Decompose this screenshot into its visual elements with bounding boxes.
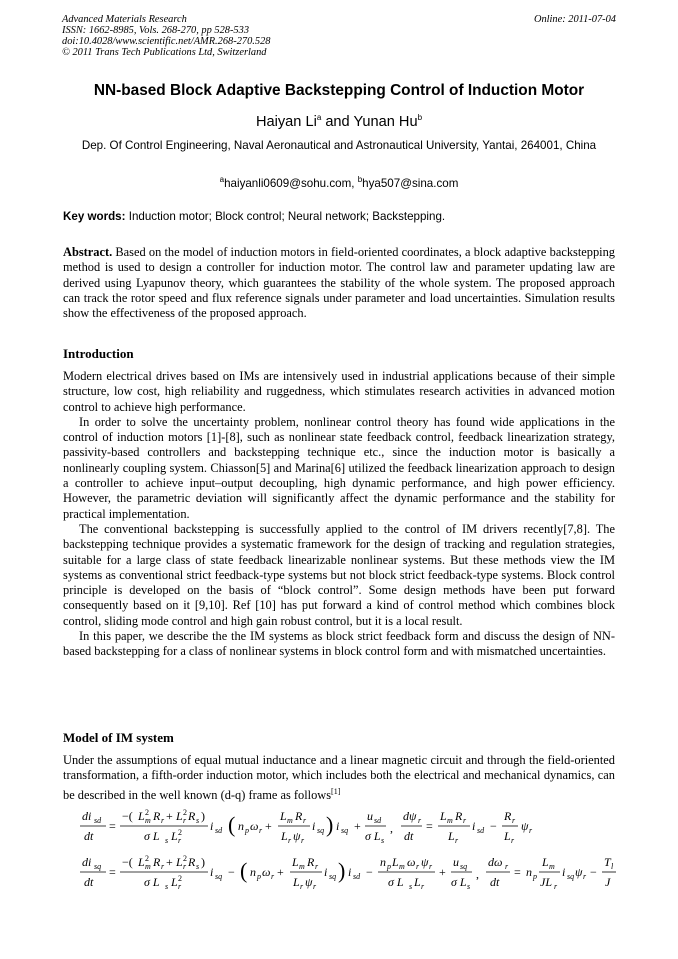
- copyright-line: © 2011 Trans Tech Publications Ltd, Switzerland: [62, 47, 267, 58]
- svg-text:L: L: [171, 829, 178, 843]
- svg-text:−: −: [366, 865, 373, 879]
- svg-text:L: L: [138, 855, 145, 869]
- svg-text:i: i: [562, 865, 566, 879]
- svg-text:r: r: [455, 836, 459, 845]
- svg-text:sd: sd: [353, 872, 361, 881]
- svg-text:i: i: [312, 819, 316, 833]
- svg-text:): ): [201, 855, 205, 869]
- svg-text:σ L: σ L: [144, 829, 160, 843]
- svg-text:i: i: [210, 865, 214, 879]
- svg-text:m: m: [299, 862, 305, 871]
- svg-text:=: =: [109, 819, 116, 833]
- svg-text:σ L: σ L: [388, 875, 404, 889]
- svg-text:sq: sq: [329, 872, 337, 881]
- svg-text:n: n: [250, 865, 256, 879]
- svg-text:m: m: [145, 862, 151, 871]
- svg-text:): ): [338, 858, 346, 883]
- svg-text:−(: −(: [122, 855, 133, 869]
- author-2: Yunan Hu: [353, 113, 418, 130]
- svg-text:R: R: [188, 855, 196, 869]
- svg-text:n: n: [238, 819, 244, 833]
- emails: [40, 175, 638, 190]
- svg-text:sq: sq: [460, 862, 468, 871]
- svg-text:+: +: [354, 819, 361, 833]
- svg-text:σ L: σ L: [144, 875, 160, 889]
- svg-text:r: r: [416, 862, 420, 871]
- svg-text:L: L: [414, 875, 421, 889]
- svg-text:s: s: [381, 836, 385, 845]
- svg-text:+: +: [439, 865, 446, 879]
- svg-text:sd: sd: [477, 826, 485, 835]
- svg-text:r: r: [529, 826, 533, 835]
- svg-text:r: r: [313, 882, 317, 891]
- svg-text:): ): [201, 809, 205, 823]
- abstract: [63, 245, 615, 321]
- authors-conjunction: and: [321, 113, 354, 130]
- journal-name: Advanced Materials Research: [62, 14, 187, 25]
- svg-text:r: r: [183, 816, 187, 825]
- equation-isd: [60, 806, 590, 850]
- svg-text:−: −: [228, 865, 235, 879]
- svg-text:R: R: [455, 809, 463, 823]
- svg-text:s: s: [165, 836, 169, 845]
- svg-text:r: r: [511, 836, 515, 845]
- svg-text:L: L: [292, 855, 299, 869]
- svg-text:ψ: ψ: [421, 855, 429, 869]
- svg-text:σ L: σ L: [365, 829, 381, 843]
- svg-text:L: L: [392, 855, 399, 869]
- svg-text:r: r: [259, 826, 263, 835]
- svg-text:L: L: [176, 855, 183, 869]
- svg-text:r: r: [161, 816, 165, 825]
- svg-text:di: di: [82, 855, 92, 869]
- svg-text:ω: ω: [407, 855, 416, 869]
- svg-text:s: s: [467, 882, 471, 891]
- svg-text:+: +: [277, 865, 284, 879]
- svg-text:m: m: [399, 862, 405, 871]
- svg-text:L: L: [293, 875, 300, 889]
- svg-text:σ L: σ L: [451, 875, 467, 889]
- svg-text:L: L: [440, 809, 447, 823]
- svg-text:i: i: [336, 819, 340, 833]
- svg-text:−(: −(: [122, 809, 133, 823]
- paper-title: NN-based Block Adaptive Backstepping Control of Induction Motor: [93, 82, 585, 99]
- svg-text:ψ: ψ: [293, 829, 301, 843]
- svg-text:2: 2: [183, 808, 187, 817]
- svg-text:r: r: [583, 872, 587, 881]
- svg-text:sq: sq: [341, 826, 349, 835]
- introduction-body: [63, 369, 615, 660]
- author-1-sup: a: [316, 113, 322, 122]
- doi-line: doi:10.4028/www.scientific.net/AMR.268-270.528: [62, 36, 271, 47]
- keywords-text: Induction motor; Block control; Neural network; Backstepping.: [125, 210, 446, 223]
- svg-text:r: r: [315, 862, 319, 871]
- svg-text:−: −: [590, 865, 597, 879]
- journal-header: [62, 14, 616, 58]
- svg-text:=: =: [426, 819, 433, 833]
- introduction-heading: Introduction: [63, 346, 134, 361]
- email-1[interactable]: haiyanli0609@sohu.com: [224, 176, 352, 190]
- svg-text:2: 2: [183, 854, 187, 863]
- svg-text:r: r: [288, 836, 292, 845]
- svg-text:r: r: [178, 836, 182, 845]
- svg-text:L: L: [176, 809, 183, 823]
- svg-text:sq: sq: [215, 872, 223, 881]
- svg-text:p: p: [245, 826, 249, 835]
- svg-text:ω: ω: [262, 865, 271, 879]
- svg-text:R: R: [307, 855, 315, 869]
- online-date: Online: 2011-07-04: [533, 14, 616, 25]
- svg-text:=: =: [109, 865, 116, 879]
- svg-text:R: R: [295, 809, 303, 823]
- svg-text:sq: sq: [317, 826, 325, 835]
- svg-text:dt: dt: [84, 829, 94, 843]
- svg-text:r: r: [429, 862, 433, 871]
- svg-text:=: =: [514, 865, 521, 879]
- svg-text:L: L: [504, 829, 511, 843]
- svg-text:r: r: [512, 816, 516, 825]
- svg-text:L: L: [448, 829, 455, 843]
- svg-text:r: r: [183, 862, 187, 871]
- svg-text:r: r: [161, 862, 165, 871]
- svg-text:m: m: [549, 862, 555, 871]
- email-1-sup: a: [219, 175, 225, 184]
- authors: [40, 113, 638, 130]
- svg-text:R: R: [188, 809, 196, 823]
- svg-text:sd: sd: [215, 826, 223, 835]
- svg-text:ψ: ψ: [575, 865, 583, 879]
- svg-text:,: ,: [476, 867, 479, 881]
- svg-text:2: 2: [145, 854, 149, 863]
- svg-text:i: i: [348, 865, 352, 879]
- svg-text:di: di: [82, 809, 92, 823]
- svg-text:L: L: [171, 875, 178, 889]
- svg-text:i: i: [210, 819, 214, 833]
- svg-text:m: m: [287, 816, 293, 825]
- svg-text:L: L: [138, 809, 145, 823]
- svg-text:2: 2: [178, 828, 182, 837]
- svg-text:sq: sq: [567, 872, 575, 881]
- svg-text:p: p: [387, 862, 391, 871]
- svg-text:m: m: [447, 816, 453, 825]
- model-body: [63, 753, 615, 803]
- model-text: Under the assumptions of equal mutual inductance and a linear magnetic circuit and through the field-oriented transformation, a fifth-order induction motor, which includes both the electrical and mechanical dynamics, can be described in the well known (d-q) frame as follows: [63, 753, 615, 802]
- svg-text:R: R: [153, 855, 161, 869]
- svg-text:(: (: [240, 858, 248, 883]
- svg-text:r: r: [301, 836, 305, 845]
- author-2-sup: b: [417, 113, 423, 122]
- affiliation: Dep. Of Control Engineering, Naval Aeronautical and Astronautical University, Yantai, 264001, China: [81, 139, 597, 152]
- svg-text:r: r: [505, 862, 509, 871]
- svg-text:dψ: dψ: [403, 809, 417, 823]
- svg-text:ψ: ψ: [521, 819, 529, 833]
- intro-paragraph: In this paper, we describe the the IM systems as block strict feedback form and discuss the design of NN-based backstepping for a class of nonlinear systems in block control form and with mismatched uncertainties.: [63, 629, 615, 659]
- svg-text:u: u: [453, 855, 459, 869]
- svg-text:dt: dt: [84, 875, 94, 889]
- svg-text:dω: dω: [488, 855, 503, 869]
- svg-text:m: m: [145, 816, 151, 825]
- svg-text:ω: ω: [250, 819, 259, 833]
- svg-text:dt: dt: [404, 829, 414, 843]
- svg-text:l: l: [611, 862, 614, 871]
- svg-text:s: s: [196, 862, 200, 871]
- svg-text:i: i: [324, 865, 328, 879]
- svg-text:J: J: [605, 875, 611, 889]
- svg-text:+: +: [166, 809, 173, 823]
- svg-text:r: r: [271, 872, 275, 881]
- email-separator: ,: [351, 176, 358, 190]
- svg-text:r: r: [421, 882, 425, 891]
- keywords: [63, 210, 615, 223]
- model-ref: [1]: [331, 786, 341, 796]
- svg-text:s: s: [196, 816, 200, 825]
- svg-text:JL: JL: [540, 875, 552, 889]
- abstract-label: Abstract.: [63, 245, 113, 259]
- intro-paragraph: In order to solve the uncertainty problem, nonlinear control theory has found wide applications in the control of induction motors [1]-[8], such as nonlinear state feedback control, feedback linearization strategy, passivity-based controllers and backstepping technique etc., since the induction motor is basically a nonlinearly coupling system. Chiasson[5] and Marina[6] utilized the feedback linearization approach to design a controller to achieve input–output decoupling, high dynamic performance, and high power efficiency. However, the parametric deviation will significantly affect the dynamic performance and the stability for practical implementation.: [63, 414, 615, 521]
- svg-text:ψ: ψ: [305, 875, 313, 889]
- svg-text:dt: dt: [490, 875, 500, 889]
- svg-text:R: R: [153, 809, 161, 823]
- svg-text:r: r: [178, 882, 182, 891]
- svg-text:L: L: [280, 809, 287, 823]
- svg-text:r: r: [418, 816, 422, 825]
- svg-text:2: 2: [178, 874, 182, 883]
- svg-text:,: ,: [390, 821, 393, 835]
- svg-text:(: (: [228, 812, 236, 837]
- svg-text:r: r: [463, 816, 467, 825]
- svg-text:n: n: [526, 865, 532, 879]
- svg-text:): ): [326, 812, 334, 837]
- email-2-sup: b: [357, 175, 363, 184]
- email-2[interactable]: hya507@sina.com: [362, 176, 459, 190]
- svg-text:−: −: [490, 819, 497, 833]
- svg-text:R: R: [504, 809, 512, 823]
- svg-text:r: r: [554, 882, 558, 891]
- svg-text:n: n: [380, 855, 386, 869]
- model-heading: Model of IM system: [63, 730, 174, 745]
- svg-text:sd: sd: [94, 816, 102, 825]
- issn-line: ISSN: 1662-8985, Vols. 268-270, pp 528-533: [62, 25, 250, 36]
- intro-paragraph: Modern electrical drives based on IMs are intensively used in industrial applications because of their simple structure, low cost, high reliability and ruggedness, which stimulates research activities in advanced motion control to achieve high performance.: [63, 369, 615, 414]
- svg-text:p: p: [257, 872, 261, 881]
- svg-text:+: +: [166, 855, 173, 869]
- svg-text:r: r: [303, 816, 307, 825]
- svg-text:L: L: [542, 855, 549, 869]
- svg-text:+: +: [265, 819, 272, 833]
- keywords-label: Key words:: [63, 210, 126, 223]
- svg-text:u: u: [367, 809, 373, 823]
- svg-text:sd: sd: [374, 816, 382, 825]
- svg-text:s: s: [409, 882, 413, 891]
- svg-text:L: L: [281, 829, 288, 843]
- svg-text:r: r: [300, 882, 304, 891]
- svg-text:2: 2: [145, 808, 149, 817]
- svg-text:T: T: [604, 855, 611, 869]
- svg-text:s: s: [165, 882, 169, 891]
- svg-text:i: i: [472, 819, 476, 833]
- intro-paragraph: The conventional backstepping is successfully applied to the control of IM drivers recently[7,8]. The backstepping technique provides a systematic framework for the design of tracking and regulation strategies, suitable for a large class of state feedback linearizable nonlinear systems. But these methods view the IM systems as conventional strict feedback-type systems but not block strict feedback-type systems. Block control principle is developed on the basis of “block control”. Some design methods have been put forward consequently based on it [9,10]. Ref [10] has put forward a kind of control method which combines block control, sliding mode control and high gain robust control, but it is a local result.: [63, 521, 615, 628]
- equation-isq-tail: [590, 852, 630, 898]
- author-1: Haiyan Li: [255, 113, 317, 130]
- equation-isq: [60, 852, 590, 898]
- svg-text:sq: sq: [94, 862, 102, 871]
- abstract-text: Based on the model of induction motors in field-oriented coordinates, a block adaptive backstepping method is used to design a controller for induction motor. The control law and parameter updating law are derived using Lyapunov theory, which guarantees the stability of the whole system. The proposed approach can track the rotor speed and flux reference signals under parameter and load uncertainties. Simulation results show the effectiveness of the proposed approach.: [63, 245, 615, 321]
- svg-text:p: p: [533, 872, 537, 881]
